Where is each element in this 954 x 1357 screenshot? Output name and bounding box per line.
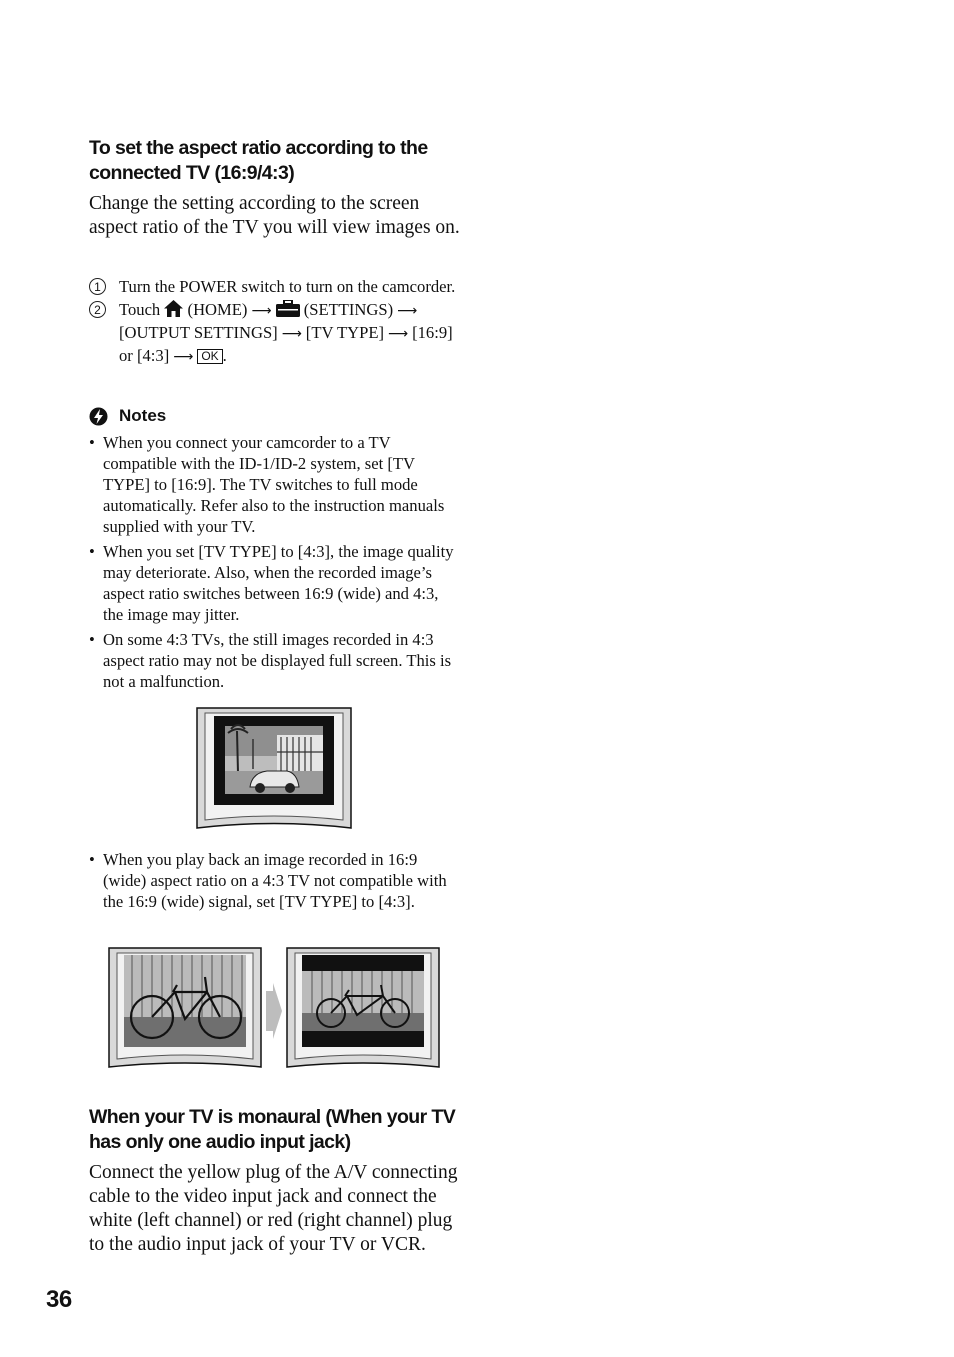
heading-aspect-ratio: To set the aspect ratio according to the connected TV (16:9/4:3) — [89, 137, 428, 184]
settings-label: (SETTINGS) — [303, 300, 394, 319]
section-monaural — [89, 1105, 461, 1257]
right-arrow-icon: ⟶ — [281, 326, 302, 342]
notes-continued — [89, 849, 461, 912]
step-2 — [89, 299, 461, 368]
right-arrow-icon: ⟶ — [397, 303, 418, 319]
notes-section — [89, 405, 461, 692]
tv-figure-comparison — [107, 947, 441, 1074]
step-text: Turn the POWER switch to turn on the camcorder. — [119, 277, 456, 296]
step-1 — [89, 276, 461, 297]
page-number: 36 — [46, 1286, 72, 1313]
note-item: • On some 4:3 TVs, the still images recorded in 4:3 aspect ratio may not be displayed full screen. This is not a malfunction. — [89, 629, 461, 692]
step-end-period: . — [222, 346, 227, 365]
note-item: • When you play back an image recorded in 16:9 (wide) aspect ratio on a 4:3 TV not compatible with the 16:9 (wide) signal, set [TV TYPE] to [4:3]. — [89, 849, 461, 912]
step-number: 2 — [89, 301, 106, 318]
note-item: • When you connect your camcorder to a TV compatible with the ID-1/ID-2 system, set [TV TYPE] to [16:9]. The TV switches to full mode automatically. Refer also to the instruction manuals supplied with your TV. — [89, 432, 461, 537]
aspect-options-label: [16:9] or [4:3] — [119, 323, 453, 365]
notes-heading — [89, 405, 461, 427]
step-touch-text: Touch — [119, 300, 161, 319]
section-aspect-ratio — [89, 136, 461, 240]
notes-icon — [89, 407, 108, 432]
right-arrow-icon: ⟶ — [251, 303, 272, 319]
toolbox-icon — [276, 300, 300, 322]
right-arrow-icon: ⟶ — [173, 349, 194, 365]
notes-title-text: Notes — [119, 406, 167, 425]
right-arrow-icon: ⟶ — [388, 326, 409, 342]
home-icon — [164, 300, 183, 322]
output-settings-label: [OUTPUT SETTINGS] — [119, 323, 278, 342]
tv-figure-4-3 — [195, 707, 353, 834]
monaural-paragraph: Connect the yellow plug of the A/V connecting cable to the video input jack and connect the white (left channel) or red (right channel) plug to the audio input jack of your TV or VCR. — [89, 1162, 458, 1255]
intro-paragraph: Change the setting according to the screen aspect ratio of the TV you will view images on. — [89, 193, 460, 238]
step-number: 1 — [89, 278, 106, 295]
ok-button-label: OK — [197, 349, 222, 364]
tv-type-label: [TV TYPE] — [305, 323, 385, 342]
note-item: • When you set [TV TYPE] to [4:3], the image quality may deteriorate. Also, when the recorded image’s aspect ratio switches between 16:9 (wide) and 4:3, the image may jitter. — [89, 541, 461, 625]
heading-monaural: When your TV is monaural (When your TV has only one audio input jack) — [89, 1106, 456, 1153]
home-label: (HOME) — [187, 300, 248, 319]
steps-list — [89, 276, 461, 368]
